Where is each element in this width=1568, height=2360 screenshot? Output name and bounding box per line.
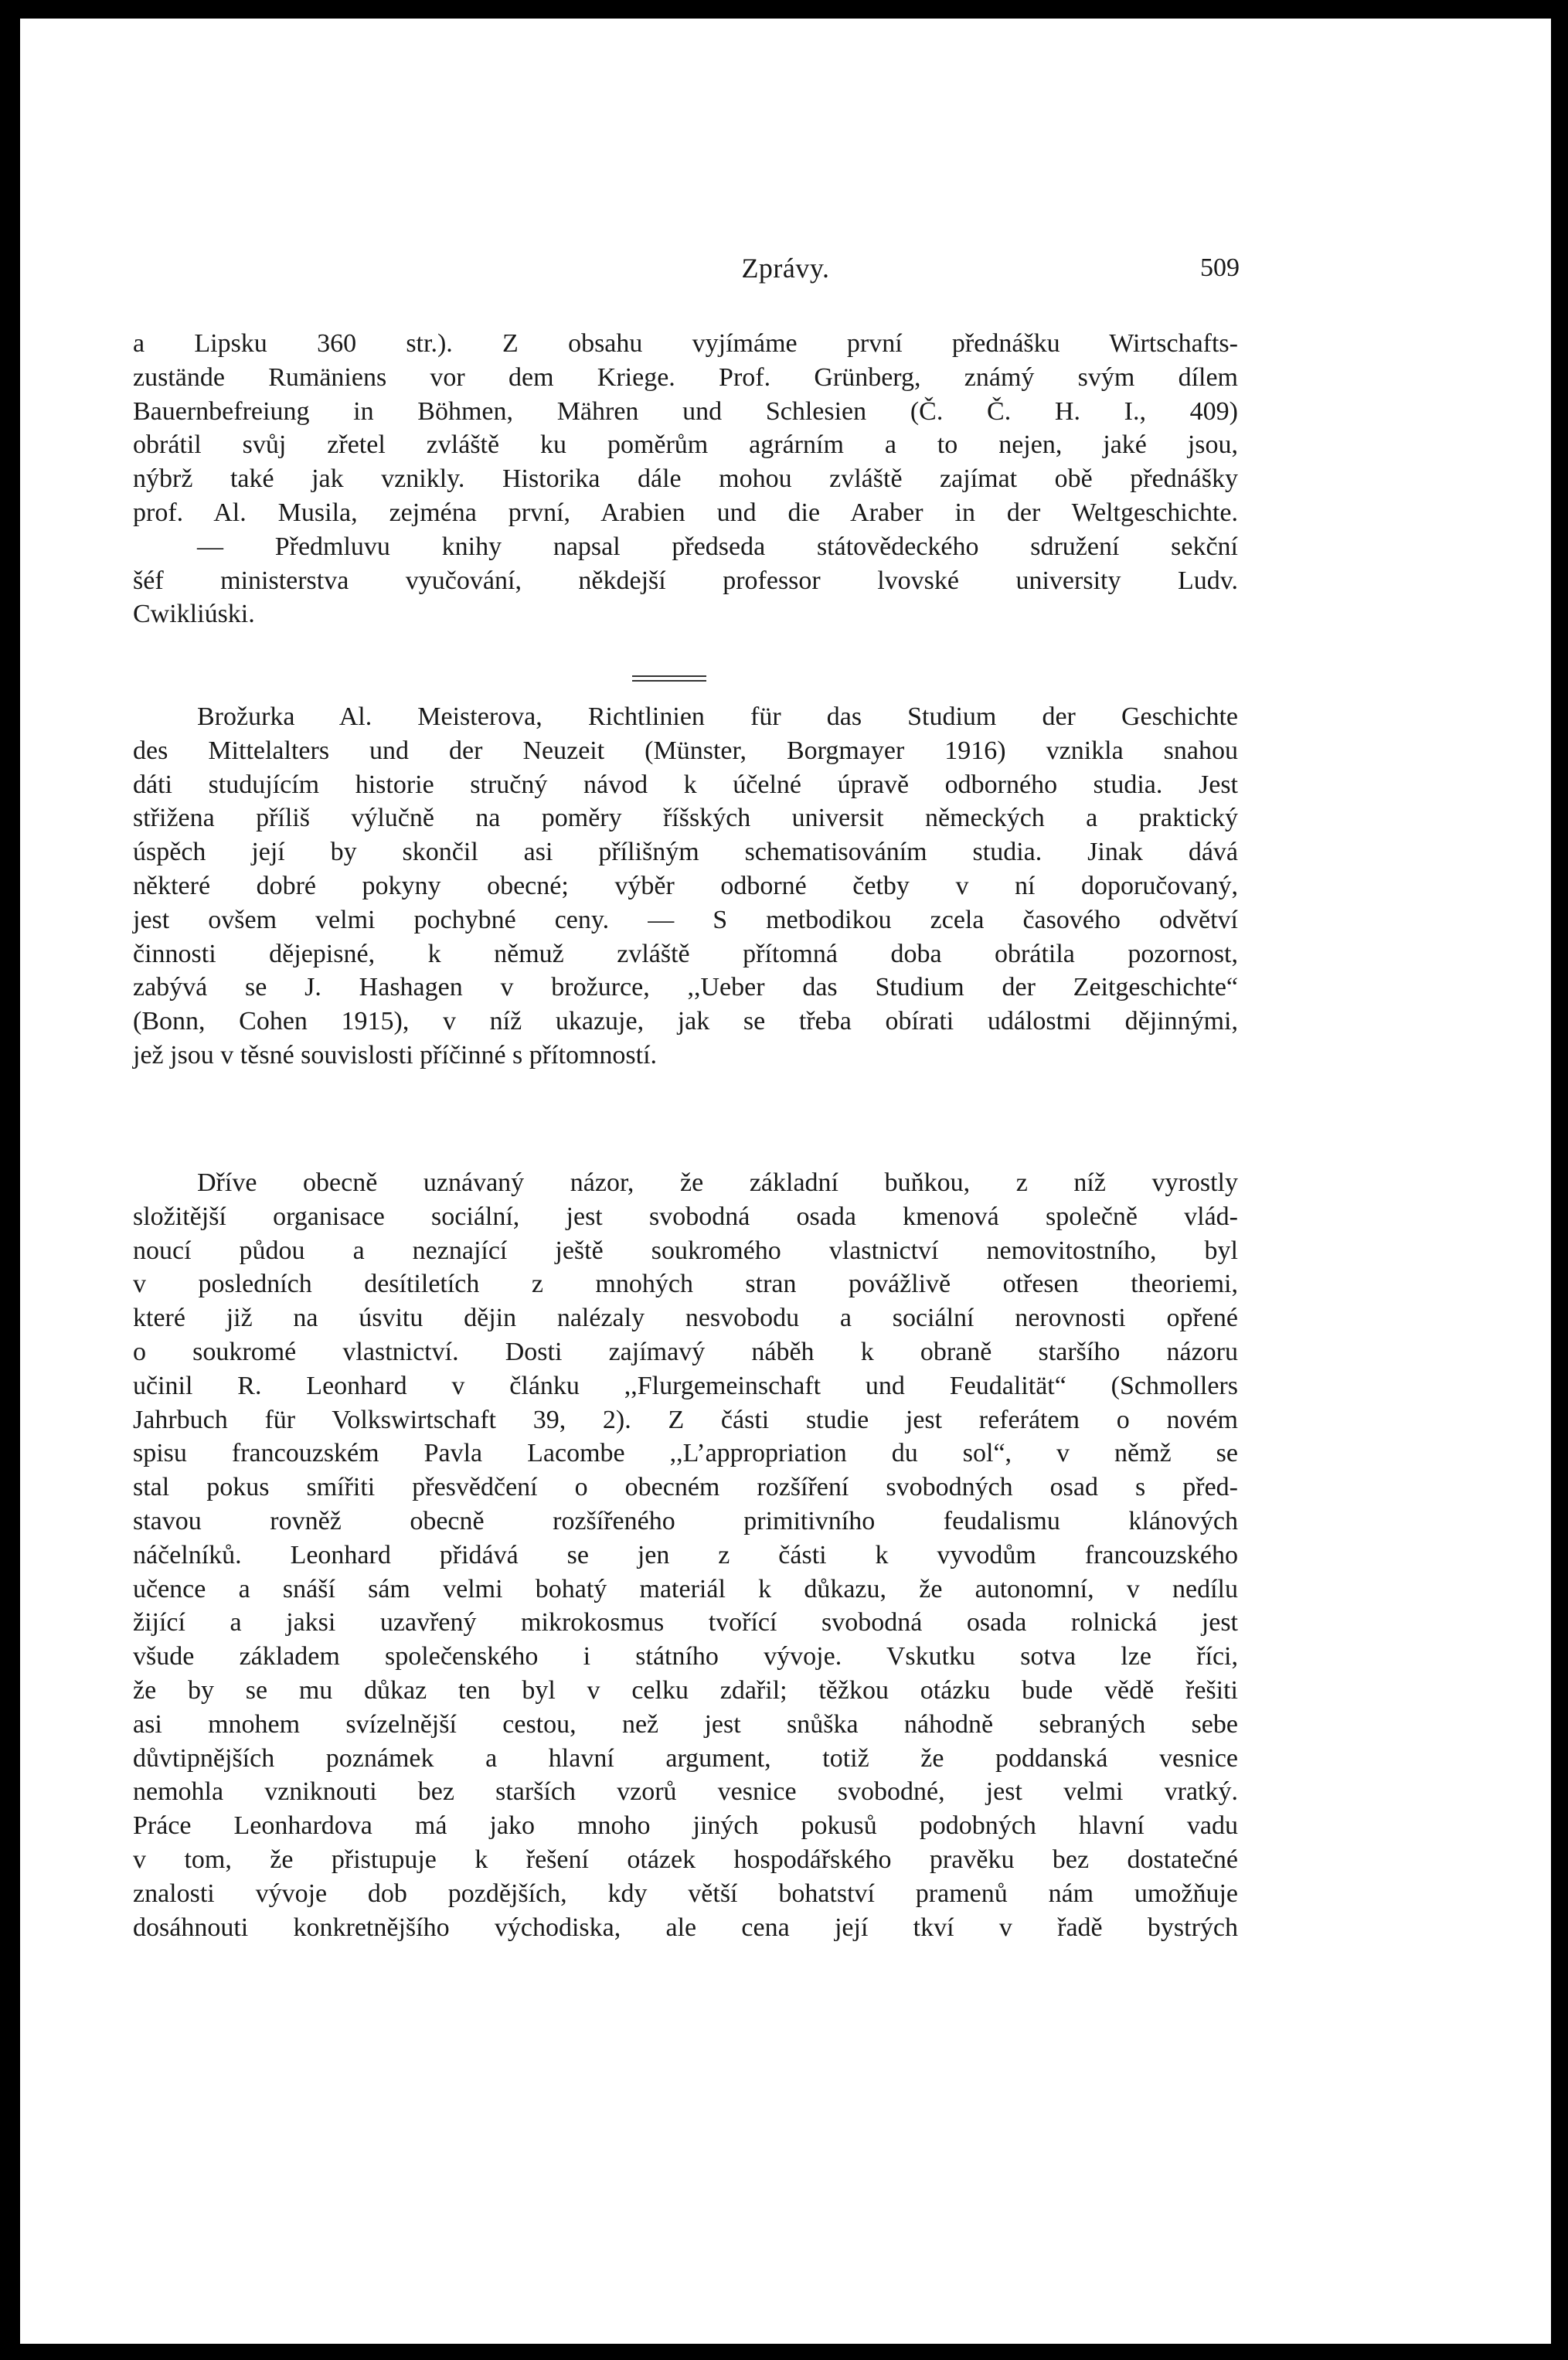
text-line: v tom, že přistupuje k řešení otázek hospodářského pravěku bez dostatečné — [133, 1845, 1238, 1874]
text-line: střižena příliš výlučně na poměry říšských universit německých a praktický — [133, 804, 1238, 833]
text-line: jež jsou v těsné souvislosti příčinné s přítomností. — [133, 1040, 658, 1069]
text-line: — Předmluvu knihy napsal předseda státovědeckého sdružení sekční — [197, 532, 1238, 561]
text-line: znalosti vývoje dob pozdějších, kdy větší bohatství pramenů nám umožňuje — [133, 1879, 1238, 1908]
text-line: všude základem společenského i státního vývoje. Vskutku sotva lze říci, — [133, 1642, 1238, 1671]
text-line: a Lipsku 360 str.). Z obsahu vyjímáme první přednášku Wirtschafts- — [133, 329, 1238, 358]
text-line: složitější organisace sociální, jest svobodná osada kmenová společně vlád- — [133, 1202, 1238, 1231]
page-number: 509 — [1200, 253, 1240, 282]
text-line: šéf ministerstva vyučování, někdejší professor lvovské university Ludv. — [133, 566, 1238, 595]
text-line: (Bonn, Cohen 1915), v níž ukazuje, jak se třeba obírati událostmi dějinnými, — [133, 1007, 1238, 1036]
text-line: nýbrž také jak vznikly. Historika dále mohou zvláště zajímat obě přednášky — [133, 464, 1238, 494]
paragraph-3 — [133, 1166, 1238, 1944]
text-line: důvtipnějších poznámek a hlavní argument, totiž že poddanská vesnice — [133, 1743, 1238, 1773]
text-line: stal pokus smířiti přesvědčení o obecném rozšíření svobodných osad s před- — [133, 1473, 1238, 1502]
text-line: noucí půdou a neznající ještě soukromého vlastnictví nemovitostního, byl — [133, 1236, 1238, 1265]
text-line: stavou rovněž obecně rozšířeného primitivního feudalismu klánových — [133, 1506, 1238, 1535]
text-line: nemohla vzniknouti bez starších vzorů vesnice svobodné, jest velmi vratký. — [133, 1777, 1238, 1807]
text-line: žijící a jaksi uzavřený mikrokosmus tvořící svobodná osada rolnická jest — [133, 1608, 1238, 1637]
text-line: zabývá se J. Hashagen v brožurce, ,,Ueber das Studium der Zeitgeschichte“ — [133, 973, 1238, 1002]
text-line: náčelníků. Leonhard přidává se jen z části k vyvodům francouzského — [133, 1540, 1238, 1569]
text-line: učinil R. Leonhard v článku ,,Flurgemeinschaft und Feudalität“ (Schmollers — [133, 1371, 1238, 1400]
text-line: úspěch její by skončil asi přílišným schematisováním studia. Jinak dává — [133, 838, 1238, 867]
text-line: prof. Al. Musila, zejména první, Arabien und die Araber in der Weltgeschichte. — [133, 498, 1238, 527]
text-line: v posledních desítiletích z mnohých stran povážlivě otřesen theoriemi, — [133, 1270, 1238, 1299]
text-line: Práce Leonhardova má jako mnoho jiných pokusů podobných hlavní vadu — [133, 1811, 1238, 1841]
running-header — [20, 252, 1551, 291]
text-line: Cwikliúski. — [133, 600, 255, 629]
text-line: že by se mu důkaz ten byl v celku zdařil; těžkou otázku bude vědě řešiti — [133, 1675, 1238, 1705]
text-line: jest ovšem velmi pochybné ceny. — S metbodikou zcela časového odvětví — [133, 905, 1238, 934]
text-line: des Mittelalters und der Neuzeit (Münster, Borgmayer 1916) vznikla snahou — [133, 736, 1238, 765]
paragraph-2 — [133, 700, 1238, 1073]
text-line: činnosti dějepisné, k němuž zvláště přítomná doba obrátila pozornost, — [133, 939, 1238, 968]
text-line: dosáhnouti konkretnějšího východiska, ale cena její tkví v řadě bystrých — [133, 1913, 1238, 1942]
text-line: Jahrbuch für Volkswirtschaft 39, 2). Z části studie jest referátem o novém — [133, 1405, 1238, 1434]
text-line: Dříve obecně uznávaný názor, že základní buňkou, z níž vyrostly — [197, 1168, 1238, 1197]
text-line: zustände Rumäniens vor dem Kriege. Prof. Grünberg, známý svým dílem — [133, 362, 1238, 392]
text-line: některé dobré pokyny obecné; výběr odborné četby v ní doporučovaný, — [133, 871, 1238, 900]
section-divider — [632, 675, 706, 682]
text-line: asi mnohem svízelnější cestou, než jest snůška náhodně sebraných sebe — [133, 1709, 1238, 1739]
paragraph-1 — [133, 327, 1238, 631]
text-line: Bauernbefreiung in Böhmen, Mähren und Schlesien (Č. Č. H. I., 409) — [133, 396, 1238, 426]
section-title: Zprávy. — [741, 253, 830, 284]
text-line: Brožurka Al. Meisterova, Richtlinien für das Studium der Geschichte — [197, 702, 1238, 731]
text-line: učence a snáší sám velmi bohatý materiál k důkazu, že autonomní, v nedílu — [133, 1574, 1238, 1603]
text-line: spisu francouzském Pavla Lacombe ,,L’appropriation du sol“, v němž se — [133, 1439, 1238, 1468]
text-line: které již na úsvitu dějin nalézaly nesvobodu a sociální nerovnosti opřené — [133, 1304, 1238, 1333]
text-line: obrátil svůj zřetel zvláště ku poměrům agrárním a to nejen, jaké jsou, — [133, 430, 1238, 460]
document-page — [20, 19, 1551, 2344]
text-line: o soukromé vlastnictví. Dosti zajímavý náběh k obraně staršího názoru — [133, 1337, 1238, 1366]
text-line: dáti studujícím historie stručný návod k účelné úpravě odborného studia. Jest — [133, 770, 1238, 799]
